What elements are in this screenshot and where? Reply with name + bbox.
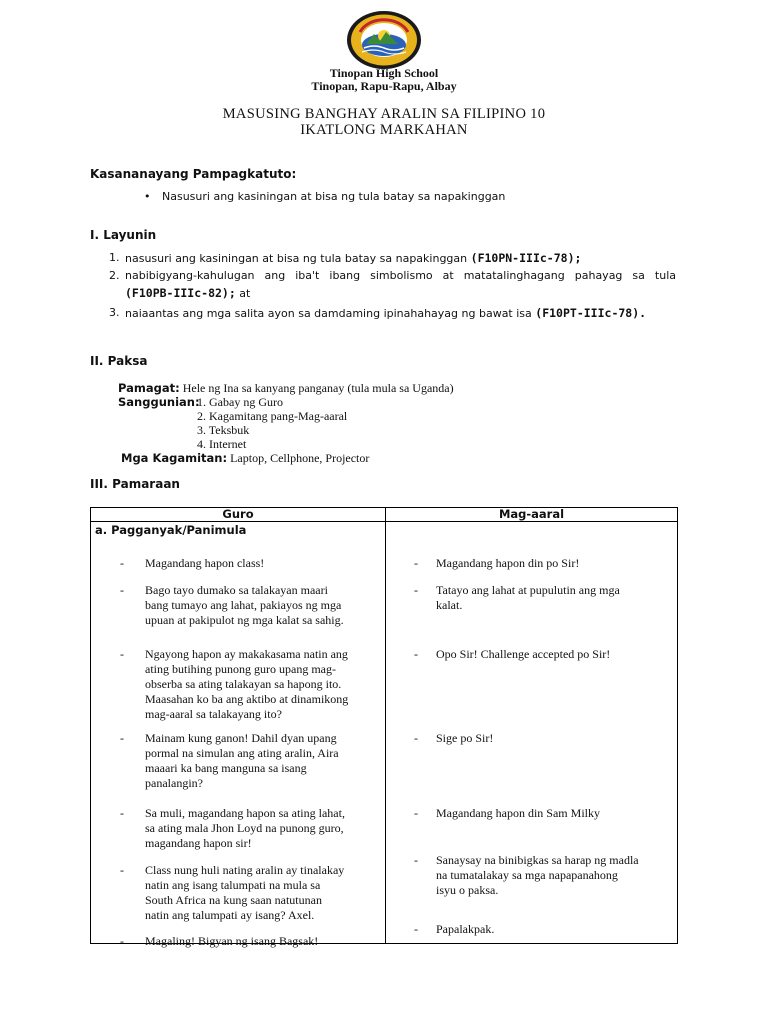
objective-code: (F10PB-IIIc-82); (125, 286, 236, 300)
objective-code: (F10PT-IIIc-78). (535, 306, 647, 320)
sanggunian-item: 1. Gabay ng Guro (197, 395, 283, 409)
objective-3 (109, 305, 676, 323)
guro-line: mag-aaral sa talakayang ito? (145, 707, 282, 721)
paksa-heading: II. Paksa (90, 354, 148, 368)
objective-1 (109, 250, 676, 268)
magaaral-line: Papalakpak. (436, 922, 495, 936)
dash-marker: - (120, 806, 124, 820)
guro-line: natin ang talumpati ay isang? Axel. (145, 908, 315, 922)
sanggunian-item: 3. Teksbuk (197, 423, 250, 437)
section-label: a. Pagganyak/Panimula (95, 523, 247, 537)
dash-marker: - (414, 731, 418, 745)
document-title: MASUSING BANGHAY ARALIN SA FILIPINO 10 (222, 106, 546, 122)
magaaral-line: Magandang hapon din po Sir! (436, 556, 580, 570)
guro-line: Mainam kung ganon! Dahil dyan upang (145, 731, 337, 745)
dash-marker: - (414, 583, 418, 597)
magaaral-line: na tumatalakay sa mga napapanahong (436, 868, 618, 882)
school-logo (346, 10, 422, 70)
dash-marker: - (414, 922, 418, 936)
objective-number: 3. (109, 306, 120, 319)
objective-number: 1. (109, 251, 120, 264)
document-subtitle: IKATLONG MARKAHAN (300, 122, 468, 138)
dash-marker: - (120, 731, 124, 745)
procedure-table (90, 507, 678, 948)
guro-line: bang tumayo ang lahat, pakiayos ng mga (145, 598, 342, 612)
magaaral-column (386, 522, 678, 944)
competency-heading: Kasananayang Pampagkatuto: (90, 167, 297, 181)
sanggunian-label-row (118, 395, 200, 410)
guro-line: Magandang hapon class! (145, 556, 265, 570)
guro-line: obserba sa ating talakayan sa hapong ito. (145, 677, 342, 691)
guro-line: panalangin? (145, 776, 203, 790)
kagamitan-row (121, 451, 369, 466)
objective-text-end: at (235, 287, 251, 300)
magaaral-line: Sanaysay na binibigkas sa harap ng madla (436, 853, 639, 867)
school-name: Tinopan High School (329, 66, 439, 80)
magaaral-line: Magandang hapon din Sam Milky (436, 806, 600, 820)
guro-line: natin ang isang talumpati na mula sa (145, 878, 321, 892)
dash-marker: - (120, 934, 124, 948)
competency-bullet: Nasusuri ang kasiningan at bisa ng tula batay sa napakinggan (162, 190, 506, 203)
magaaral-line: isyu o paksa. (436, 883, 499, 897)
guro-line: sa ating mala Jhon Loyd na punong guro, (145, 821, 344, 835)
objective-number: 2. (109, 269, 120, 282)
sanggunian-label: Sanggunian: (118, 395, 200, 409)
dash-marker: - (414, 806, 418, 820)
dash-marker: - (120, 863, 124, 877)
pamagat-label: Pamagat: (118, 381, 180, 395)
layunin-heading: I. Layunin (90, 228, 157, 242)
magaaral-line: kalat. (436, 598, 463, 612)
guro-column (91, 522, 386, 948)
guro-line: Class nung huli nating aralin ay tinalakay (145, 863, 345, 877)
guro-line: pormal na simulan ang ating aralin, Aira (145, 746, 339, 760)
guro-line: Magaling! Bigyan ng isang Bagsak! (145, 934, 319, 948)
dash-marker: - (414, 556, 418, 570)
guro-line: Bago tayo dumako sa talakayan maari (145, 583, 328, 597)
guro-line: Sa muli, magandang hapon sa ating lahat, (145, 806, 345, 820)
column-header-guro: Guro (91, 508, 386, 522)
objective-2 (109, 268, 676, 302)
guro-line: maaari ka bang manguna sa isang (145, 761, 307, 775)
guro-line: Maasahan ko ba ang aktibo at dinamikong (145, 692, 349, 706)
dash-marker: - (120, 647, 124, 661)
guro-line: magandang hapon sir! (145, 836, 252, 850)
dash-marker: - (120, 583, 124, 597)
magaaral-line: Sige po Sir! (436, 731, 494, 745)
dash-marker: - (120, 556, 124, 570)
objective-code: (F10PN-IIIc-78); (470, 251, 582, 265)
magaaral-line: Opo Sir! Challenge accepted po Sir! (436, 647, 611, 661)
objective-text: nasusuri ang kasiningan at bisa ng tula batay sa napakinggan (125, 252, 468, 265)
guro-line: ating butihing punong guro upang mag- (145, 662, 336, 676)
pamaraan-heading: III. Pamaraan (90, 477, 180, 491)
guro-line: South Africa na kung saan natutunan (145, 893, 322, 907)
sanggunian-item: 4. Internet (197, 437, 247, 451)
guro-line: Ngayong hapon ay makakasama natin ang (145, 647, 348, 661)
column-header-magaaral: Mag-aaral (386, 508, 678, 522)
sanggunian-item: 2. Kagamitang pang-Mag-aaral (197, 409, 348, 423)
kagamitan-label: Mga Kagamitan: (121, 451, 228, 465)
magaaral-line: Tatayo ang lahat at pupulutin ang mga (436, 583, 620, 597)
school-address: Tinopan, Rapu-Rapu, Albay (311, 79, 457, 93)
objective-text: naiaantas ang mga salita ayon sa damdaming ipinahahayag ng bawat isa (125, 307, 532, 320)
pamagat-row (118, 381, 454, 396)
dash-marker: - (414, 853, 418, 867)
pamagat-value: Hele ng Ina sa kanyang panganay (tula mula sa Uganda) (182, 381, 454, 395)
kagamitan-value: Laptop, Cellphone, Projector (230, 451, 370, 465)
guro-line: upuan at pakipulot ng mga kalat sa sahig. (145, 613, 344, 627)
bullet-dot: • (144, 190, 151, 203)
objective-text: nabibigyang-kahulugan ang iba't ibang simbolismo at matatalinghagang pahayag sa tula (125, 269, 676, 282)
dash-marker: - (414, 647, 418, 661)
